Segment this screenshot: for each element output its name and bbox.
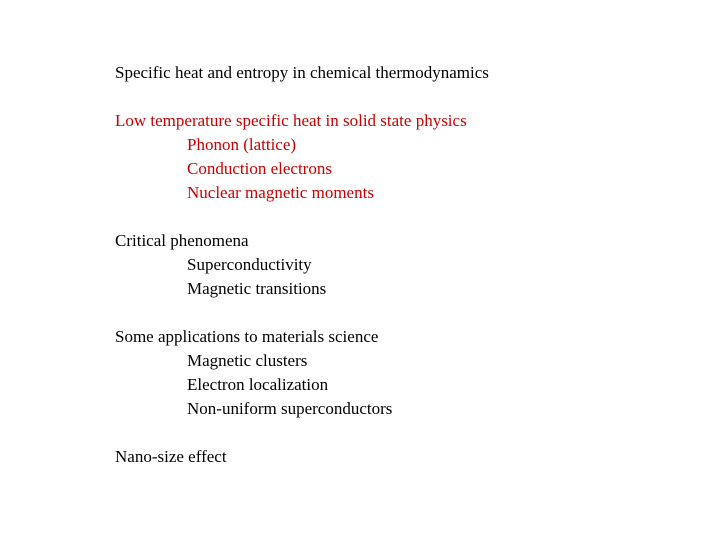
list-item-conduction-electrons: Conduction electrons — [187, 159, 332, 178]
section-heading-critical-phenomena: Critical phenomena — [115, 231, 249, 250]
list-item-magnetic-clusters: Magnetic clusters — [187, 351, 308, 370]
section-heading-thermodynamics: Specific heat and entropy in chemical thermodynamics — [115, 63, 489, 82]
list-item-phonon: Phonon (lattice) — [187, 135, 297, 154]
section-heading-low-temperature: Low temperature specific heat in solid state physics — [115, 111, 467, 130]
list-item-electron-localization: Electron localization — [187, 375, 329, 394]
section-heading-materials-science: Some applications to materials science — [115, 327, 379, 346]
list-item-superconductivity: Superconductivity — [187, 255, 312, 274]
list-item-non-uniform-superconductors: Non-uniform superconductors — [187, 399, 393, 418]
list-item-magnetic-transitions: Magnetic transitions — [187, 279, 327, 298]
list-item-nuclear-magnetic-moments: Nuclear magnetic moments — [187, 183, 374, 202]
section-heading-nano-size: Nano-size effect — [115, 447, 227, 466]
